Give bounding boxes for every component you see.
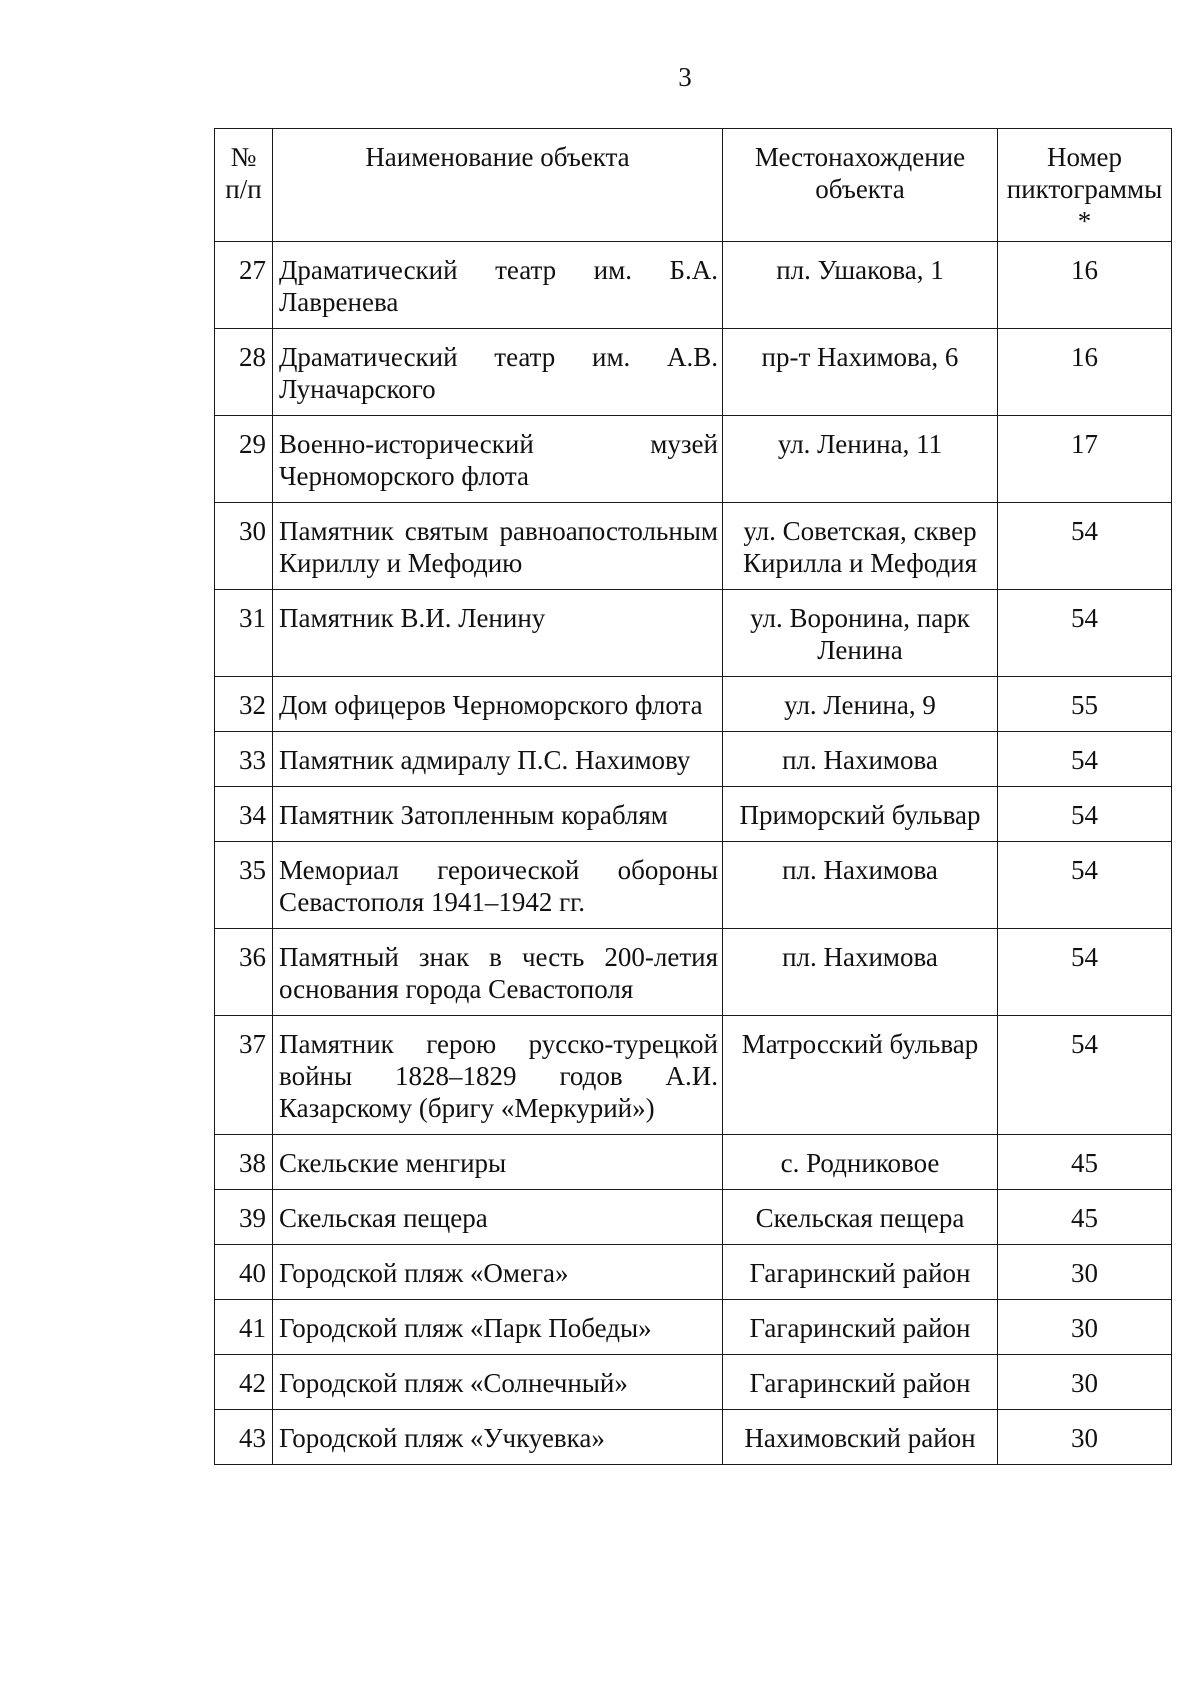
row-number: 38 — [215, 1135, 273, 1190]
object-name: Скельская пещера — [273, 1190, 723, 1245]
row-number: 33 — [215, 732, 273, 787]
pictogram-number: 54 — [998, 842, 1172, 929]
row-number: 32 — [215, 677, 273, 732]
table-row — [215, 1410, 1172, 1465]
object-name: Скельские менгиры — [273, 1135, 723, 1190]
pictogram-number: 16 — [998, 329, 1172, 416]
object-location: ул. Ленина, 9 — [723, 677, 998, 732]
table-row — [215, 242, 1172, 329]
object-location: Приморский бульвар — [723, 787, 998, 842]
row-number: 41 — [215, 1300, 273, 1355]
header-location: Местонахождение объекта — [723, 129, 998, 242]
table-row — [215, 787, 1172, 842]
objects-table — [214, 128, 1172, 1465]
object-name: Памятник В.И. Ленину — [273, 590, 723, 677]
page-number: 3 — [678, 62, 692, 92]
table-row — [215, 416, 1172, 503]
object-location: Скельская пещера — [723, 1190, 998, 1245]
table-header — [215, 129, 1172, 242]
row-number: 43 — [215, 1410, 273, 1465]
object-name: Памятник герою русско-турецкой войны 1828–1829 годов А.И. Казарскому (бригу «Меркурий») — [273, 1016, 723, 1135]
pictogram-number: 54 — [998, 1016, 1172, 1135]
row-number: 35 — [215, 842, 273, 929]
row-number: 40 — [215, 1245, 273, 1300]
pictogram-number: 16 — [998, 242, 1172, 329]
pictogram-number: 54 — [998, 503, 1172, 590]
object-name: Памятник адмиралу П.С. Нахимову — [273, 732, 723, 787]
object-name: Городской пляж «Омега» — [273, 1245, 723, 1300]
table-row — [215, 1300, 1172, 1355]
table-row — [215, 1016, 1172, 1135]
object-location: Нахимовский район — [723, 1410, 998, 1465]
table-body — [215, 242, 1172, 1465]
object-name: Драматический театр им. А.В. Луначарского — [273, 329, 723, 416]
pictogram-number: 45 — [998, 1135, 1172, 1190]
object-location: ул. Воронина, парк Ленина — [723, 590, 998, 677]
object-location: Гагаринский район — [723, 1245, 998, 1300]
header-object-name: Наименование объекта — [273, 129, 723, 242]
object-name: Драматический театр им. Б.А. Лавренева — [273, 242, 723, 329]
table-row — [215, 929, 1172, 1016]
pictogram-number: 54 — [998, 590, 1172, 677]
table-row — [215, 1355, 1172, 1410]
row-number: 27 — [215, 242, 273, 329]
row-number: 36 — [215, 929, 273, 1016]
pictogram-number: 45 — [998, 1190, 1172, 1245]
table-row — [215, 1135, 1172, 1190]
table-row — [215, 590, 1172, 677]
object-location: ул. Ленина, 11 — [723, 416, 998, 503]
table-row — [215, 732, 1172, 787]
object-location: пл. Нахимова — [723, 732, 998, 787]
row-number: 29 — [215, 416, 273, 503]
object-name: Памятный знак в честь 200-летия основания города Севастополя — [273, 929, 723, 1016]
object-location: пл. Нахимова — [723, 929, 998, 1016]
pictogram-number: 54 — [998, 787, 1172, 842]
table-row — [215, 1190, 1172, 1245]
pictogram-number: 30 — [998, 1410, 1172, 1465]
object-location: Гагаринский район — [723, 1300, 998, 1355]
object-location: Матросский бульвар — [723, 1016, 998, 1135]
pictogram-number: 55 — [998, 677, 1172, 732]
pictogram-number: 30 — [998, 1300, 1172, 1355]
object-name: Городской пляж «Солнечный» — [273, 1355, 723, 1410]
object-name: Памятник Затопленным кораблям — [273, 787, 723, 842]
table-row — [215, 677, 1172, 732]
object-name: Дом офицеров Черноморского флота — [273, 677, 723, 732]
object-location: пр-т Нахимова, 6 — [723, 329, 998, 416]
pictogram-number: 30 — [998, 1355, 1172, 1410]
table-row — [215, 329, 1172, 416]
object-location: пл. Нахимова — [723, 842, 998, 929]
table-row — [215, 503, 1172, 590]
table-row — [215, 842, 1172, 929]
row-number: 37 — [215, 1016, 273, 1135]
row-number: 42 — [215, 1355, 273, 1410]
object-name: Военно-исторический музей Черноморского флота — [273, 416, 723, 503]
object-location: Гагаринский район — [723, 1355, 998, 1410]
pictogram-number: 54 — [998, 929, 1172, 1016]
object-name: Городской пляж «Парк Победы» — [273, 1300, 723, 1355]
object-name: Городской пляж «Учкуевка» — [273, 1410, 723, 1465]
header-number: № п/п — [215, 129, 273, 242]
header-pictogram: Номер пиктограммы * — [998, 129, 1172, 242]
table-row — [215, 1245, 1172, 1300]
row-number: 30 — [215, 503, 273, 590]
object-name: Памятник святым равноапостольным Кириллу и Мефодию — [273, 503, 723, 590]
object-location: с. Родниковое — [723, 1135, 998, 1190]
pictogram-number: 54 — [998, 732, 1172, 787]
row-number: 39 — [215, 1190, 273, 1245]
object-location: пл. Ушакова, 1 — [723, 242, 998, 329]
pictogram-number: 30 — [998, 1245, 1172, 1300]
row-number: 34 — [215, 787, 273, 842]
object-name: Мемориал героической обороны Севастополя 1941–1942 гг. — [273, 842, 723, 929]
row-number: 28 — [215, 329, 273, 416]
pictogram-number: 17 — [998, 416, 1172, 503]
row-number: 31 — [215, 590, 273, 677]
header-row — [215, 129, 1172, 242]
object-location: ул. Советская, сквер Кирилла и Мефодия — [723, 503, 998, 590]
